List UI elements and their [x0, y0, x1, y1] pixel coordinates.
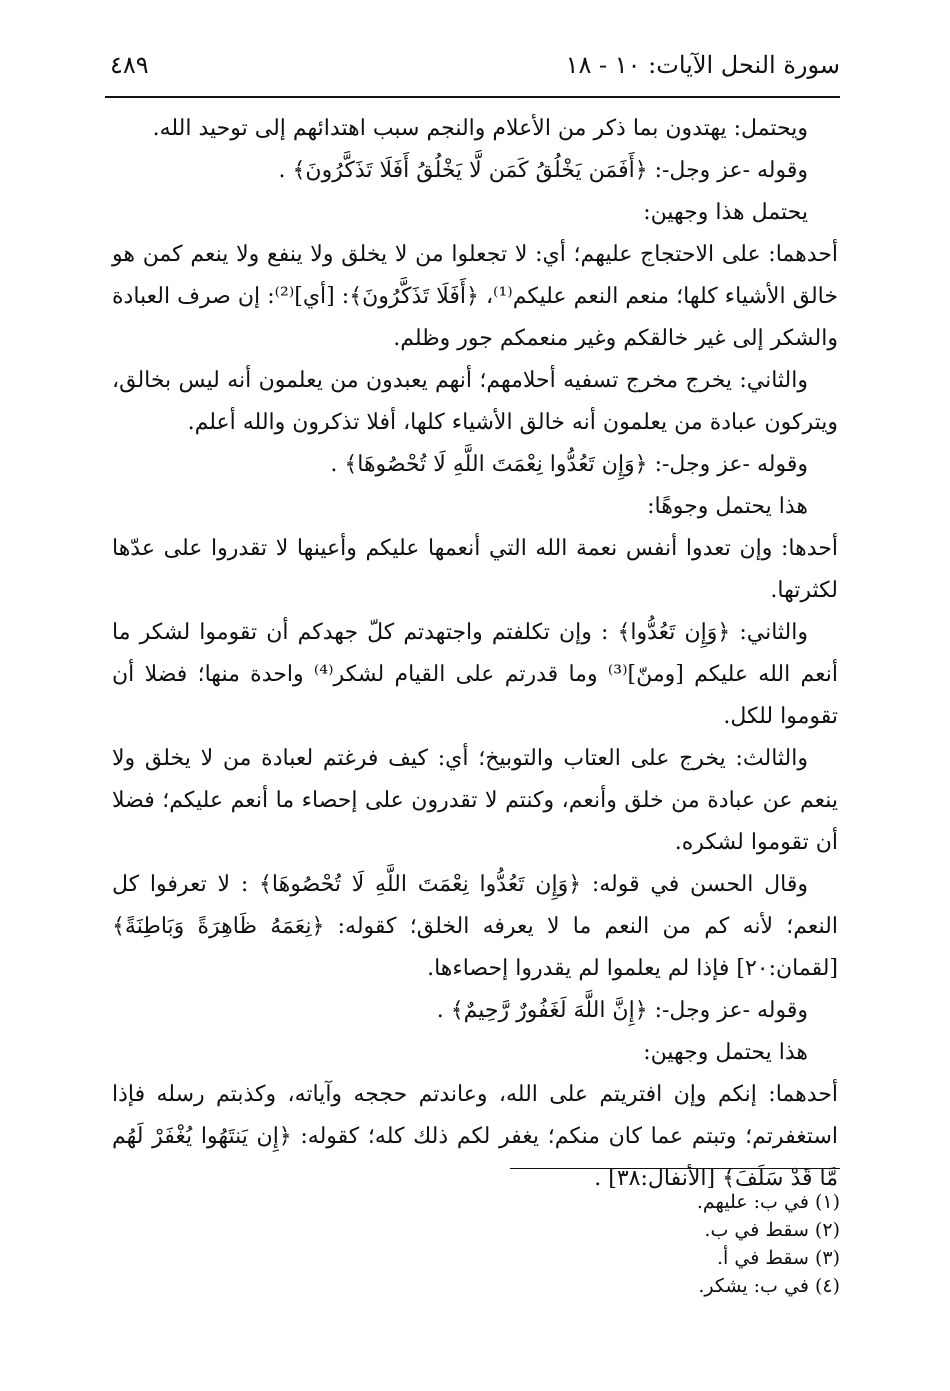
- header-divider: [105, 96, 840, 98]
- paragraph: هذا يحتمل وجهين:: [643, 1040, 808, 1065]
- page-number: ٤٨٩: [110, 51, 149, 79]
- footnotes: [560, 1188, 840, 1300]
- footnote: (٤) في ب: يشكر.: [698, 1275, 840, 1297]
- paragraph: هذا يحتمل وجوهًا:: [647, 494, 808, 519]
- paragraph: والثاني: يخرج مخرج تسفيه أحلامهم؛ أنهم يعبدون من يعلمون أنه ليس بخالق، ويتركون عبادة من يعلمون أنه خالق الأشياء كلها، أفلا تذكرون والله أعلم.: [112, 368, 838, 435]
- paragraph: أحدهما: إنكم وإن افتريتم على الله، وعاندتم حججه وآياته، وكذبتم رسله فإذا استغفرتم؛ وتبتم عما كان منكم؛ يغفر لكم ذلك كله؛ كقوله: ﴿إِن يَنتَهُوا يُغْفَرْ لَهُم مَّا قَدْ سَلَفَ﴾ [الأنفال:٣٨] .: [112, 1082, 838, 1191]
- paragraph: أحدها: وإن تعدوا أنفس نعمة الله التي أنعمها عليكم وأعينها لا تقدروا على عدّها لكثرتها.: [112, 536, 838, 603]
- paragraph: والثالث: يخرج على العتاب والتوبيخ؛ أي: كيف فرغتم لعبادة من لا يخلق ولا ينعم عن عبادة من خلق وأنعم، وكنتم لا تقدرون على إحصاء ما أنعم عليكم؛ فضلا أن تقوموا لشكره.: [112, 746, 838, 855]
- paragraph: وقوله -عز وجل-: ﴿أَفَمَن يَخْلُقُ كَمَن لَّا يَخْلُقُ أَفَلَا تَذَكَّرُونَ﴾ .: [278, 158, 808, 183]
- main-text: [112, 108, 838, 1200]
- paragraph: أحدهما: على الاحتجاج عليهم؛ أي: لا تجعلوا من لا يخلق ولا ينفع ولا ينعم كمن هو خالق الأشياء كلها؛ منعم النعم عليكم⁽¹⁾، ﴿أَفَلَا تَذَكَّرُونَ﴾: [أي]⁽²⁾: إن صرف العبادة والشكر إلى غير خالقكم وغير منعمكم جور وظلم.: [112, 242, 838, 351]
- paragraph: وقوله -عز وجل-: ﴿وَإِن تَعُدُّوا نِعْمَتَ اللَّهِ لَا تُحْصُوهَا﴾ .: [330, 452, 808, 477]
- footnote: (٢) سقط في ب.: [704, 1219, 840, 1241]
- paragraph: يحتمل هذا وجهين:: [643, 200, 808, 225]
- paragraph: وقال الحسن في قوله: ﴿وَإِن تَعُدُّوا نِعْمَتَ اللَّهِ لَا تُحْصُوهَا﴾ : لا تعرفوا كل النعم؛ لأنه كم من النعم ما لا يعرفه الخلق؛ كقوله: ﴿نِعَمَهُ ظَاهِرَةً وَبَاطِنَةً﴾ [لقمان:٢٠] فإذا لم يعلموا لم يقدروا إحصاءها.: [112, 872, 838, 981]
- paragraph: ويحتمل: يهتدون بما ذكر من الأعلام والنجم سبب اهتدائهم إلى توحيد الله.: [152, 116, 808, 141]
- footnote: (١) في ب: عليهم.: [696, 1191, 840, 1213]
- footnote-divider: [510, 1168, 840, 1169]
- chapter-title: سورة النحل الآيات: ١٠ - ١٨: [565, 51, 840, 79]
- paragraph: وقوله -عز وجل-: ﴿إِنَّ اللَّهَ لَغَفُورٌ رَّحِيمٌ﴾ .: [436, 998, 808, 1023]
- paragraph: والثاني: ﴿وَإِن تَعُدُّوا﴾ : وإن تكلفتم واجتهدتم كلّ جهدكم أن تقوموا لشكر ما أنعم الله عليكم [ومنّ]⁽³⁾ وما قدرتم على القيام لشكر⁽⁴⁾ واحدة منها؛ فضلا أن تقوموا للكل.: [112, 620, 838, 729]
- footnote: (٣) سقط في أ.: [717, 1247, 840, 1269]
- running-header: [110, 40, 840, 90]
